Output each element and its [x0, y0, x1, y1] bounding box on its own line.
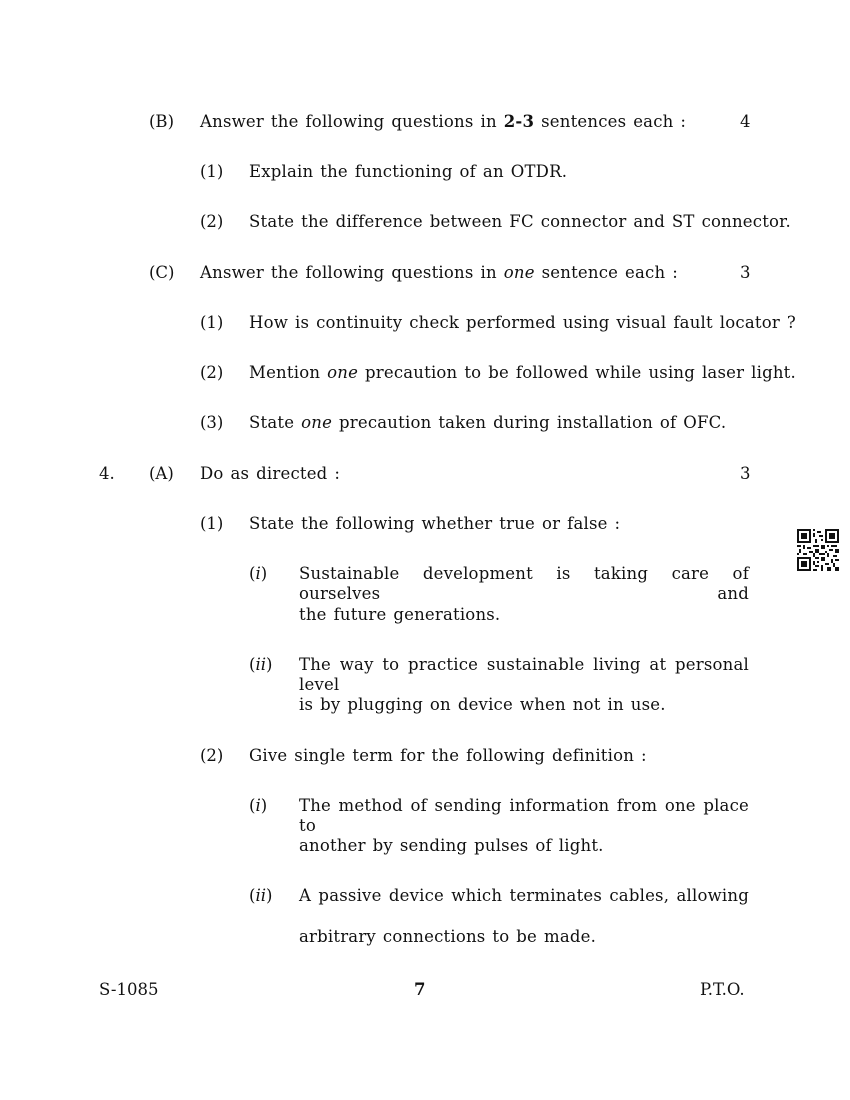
instr-italic: one: [503, 263, 535, 282]
question-number: (2): [200, 363, 224, 382]
question-text: State the difference between FC connector and ST connector.: [249, 212, 791, 231]
question-4-part-label: (A): [149, 464, 174, 483]
sub-item-text-line2: the future generations.: [299, 605, 501, 624]
text-post: precaution taken during installation of OFC.: [339, 413, 727, 432]
section-c-instruction: [200, 263, 678, 283]
roman-numeral: i: [255, 796, 261, 815]
instr-post: sentence each :: [541, 263, 679, 282]
qr-code-icon: [797, 529, 839, 571]
sub-item-text-line1: Sustainable development is taking care of ourselves and: [299, 564, 749, 603]
question-text: How is continuity check performed using visual fault locator ?: [249, 313, 796, 332]
question-number: (2): [200, 746, 224, 765]
text-pre: State: [249, 413, 295, 432]
question-text: [249, 363, 796, 383]
question-4-instruction: Do as directed :: [200, 464, 341, 483]
instr-pre: Answer the following questions in: [200, 263, 497, 282]
sub-item-text-line1: The way to practice sustainable living at personal level: [299, 655, 749, 694]
paper-code: S-1085: [99, 980, 159, 999]
section-c-label: (C): [149, 263, 175, 282]
sub-item-text-line1: A passive device which terminates cables, allowing: [299, 886, 749, 905]
question-4-marks: 3: [740, 464, 751, 483]
section-c-marks: 3: [740, 263, 751, 282]
roman-numeral: ii: [255, 655, 266, 674]
question-number: (1): [200, 162, 224, 181]
roman-numeral: ii: [255, 886, 266, 905]
sub-item-text-line2: another by sending pulses of light.: [299, 836, 604, 855]
question-4-number: 4.: [99, 464, 115, 483]
section-b-label: (B): [149, 112, 174, 131]
instr-bold: 2-3: [503, 112, 535, 131]
question-text: State the following whether true or false :: [249, 514, 621, 533]
sub-item-number: (i): [249, 564, 268, 583]
roman-numeral: i: [255, 564, 261, 583]
text-italic: one: [301, 413, 333, 432]
page-number: 7: [414, 980, 426, 999]
sub-item-number: (ii): [249, 655, 273, 674]
sub-item-text-line2: is by plugging on device when not in use.: [299, 695, 666, 714]
text-pre: Mention: [249, 363, 321, 382]
question-text: Explain the functioning of an OTDR.: [249, 162, 568, 181]
text-post: precaution to be followed while using laser light.: [365, 363, 796, 382]
please-turn-over: P.T.O.: [700, 980, 745, 999]
question-text: [249, 413, 726, 433]
sub-item-number: (ii): [249, 886, 273, 905]
question-number: (2): [200, 212, 224, 231]
sub-item-text-line2: arbitrary connections to be made.: [299, 927, 597, 946]
question-text: Give single term for the following definition :: [249, 746, 647, 765]
question-number: (3): [200, 413, 224, 432]
text-italic: one: [327, 363, 359, 382]
sub-item-number: (i): [249, 796, 268, 815]
question-number: (1): [200, 514, 224, 533]
sub-item-text-line1: The method of sending information from one place to: [299, 796, 749, 835]
instr-post: sentences each :: [541, 112, 687, 131]
question-number: (1): [200, 313, 224, 332]
instr-pre: Answer the following questions in: [200, 112, 497, 131]
section-b-instruction: [200, 112, 686, 132]
section-b-marks: 4: [740, 112, 751, 131]
